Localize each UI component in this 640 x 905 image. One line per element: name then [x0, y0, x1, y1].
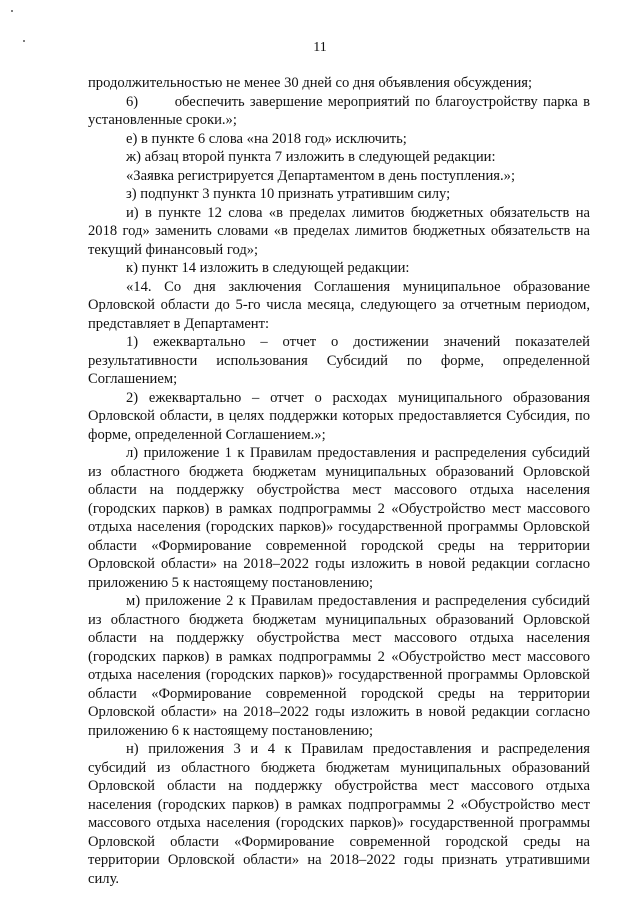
paragraph: 6) обеспечить завершение мероприятий по благоустройству парка в установленные сроки.»; — [88, 93, 590, 128]
document-body — [88, 74, 590, 888]
scan-speck — [11, 10, 13, 12]
paragraph: 2) ежеквартально – отчет о расходах муниципального образования Орловской области, в целях поддержки которых предоставляется Субсидия, по форме, определенной Соглашением.»; — [88, 389, 590, 443]
paragraph: 1) ежеквартально – отчет о достижении значений показателей результативности использования Субсидий по форме, определенной Соглашением; — [88, 334, 590, 387]
paragraph: н) приложения 3 и 4 к Правилам предоставления и распределения субсидий из областного бюджета бюджетам муниципальных образований Орловской области на поддержку обустройства мест массового отдыха населения (городских парков) в рамках подпрограммы 2 «Обустройство мест массового отдыха населения (городских парков)» государственной программы Орловской области «Формирование современной городской среды на территории Орловской области» на 2018–2022 годы признать утратившими силу. — [88, 741, 590, 887]
paragraph: и) в пункте 12 слова «в пределах лимитов бюджетных обязательств на 2018 год» заменить словами «в пределах лимитов бюджетных обязательств на текущий финансовый год»; — [88, 204, 590, 258]
paragraph: з) подпункт 3 пункта 10 признать утратившим силу; — [126, 186, 451, 202]
paragraph: «Заявка регистрируется Департаментом в день поступления.»; — [126, 167, 516, 184]
paragraph: л) приложение 1 к Правилам предоставления и распределения субсидий из областного бюджета бюджетам муниципальных образований Орловской области на поддержку обустройства мест массового отдыха населения (городских парков) в рамках подпрограммы 2 «Обустройство мест массового отдыха населения (городских парков)» государственной программы Орловской области «Формирование современной городской среды на территории Орловской области» на 2018–2022 годы изложить в новой редакции согласно приложению 5 к настоящему постановлению; — [88, 445, 590, 591]
paragraph: продолжительностью не менее 30 дней со дня объявления обсуждения; — [88, 75, 533, 91]
paragraph: ж) абзац второй пункта 7 изложить в следующей редакции: — [126, 149, 496, 165]
paragraph: е) в пункте 6 слова «на 2018 год» исключить; — [126, 130, 407, 147]
paragraph: к) пункт 14 изложить в следующей редакции: — [126, 260, 410, 276]
paragraph: м) приложение 2 к Правилам предоставления и распределения субсидий из областного бюджета бюджетам муниципальных образований Орловской области на поддержку обустройства мест массового отдыха населения (городских парков) в рамках подпрограммы 2 «Обустройство мест массового отдыха населения (городских парков)» государственной программы Орловской области «Формирование современной городской среды на территории Орловской области» на 2018–2022 годы изложить в новой редакции согласно приложению 6 к настоящему постановлению; — [88, 593, 590, 739]
page-number: 11 — [313, 40, 327, 55]
paragraph: «14. Со дня заключения Соглашения муниципальное образование Орловской области до 5-го числа месяца, следующего за отчетным периодом, представляет в Департамент: — [88, 278, 590, 332]
